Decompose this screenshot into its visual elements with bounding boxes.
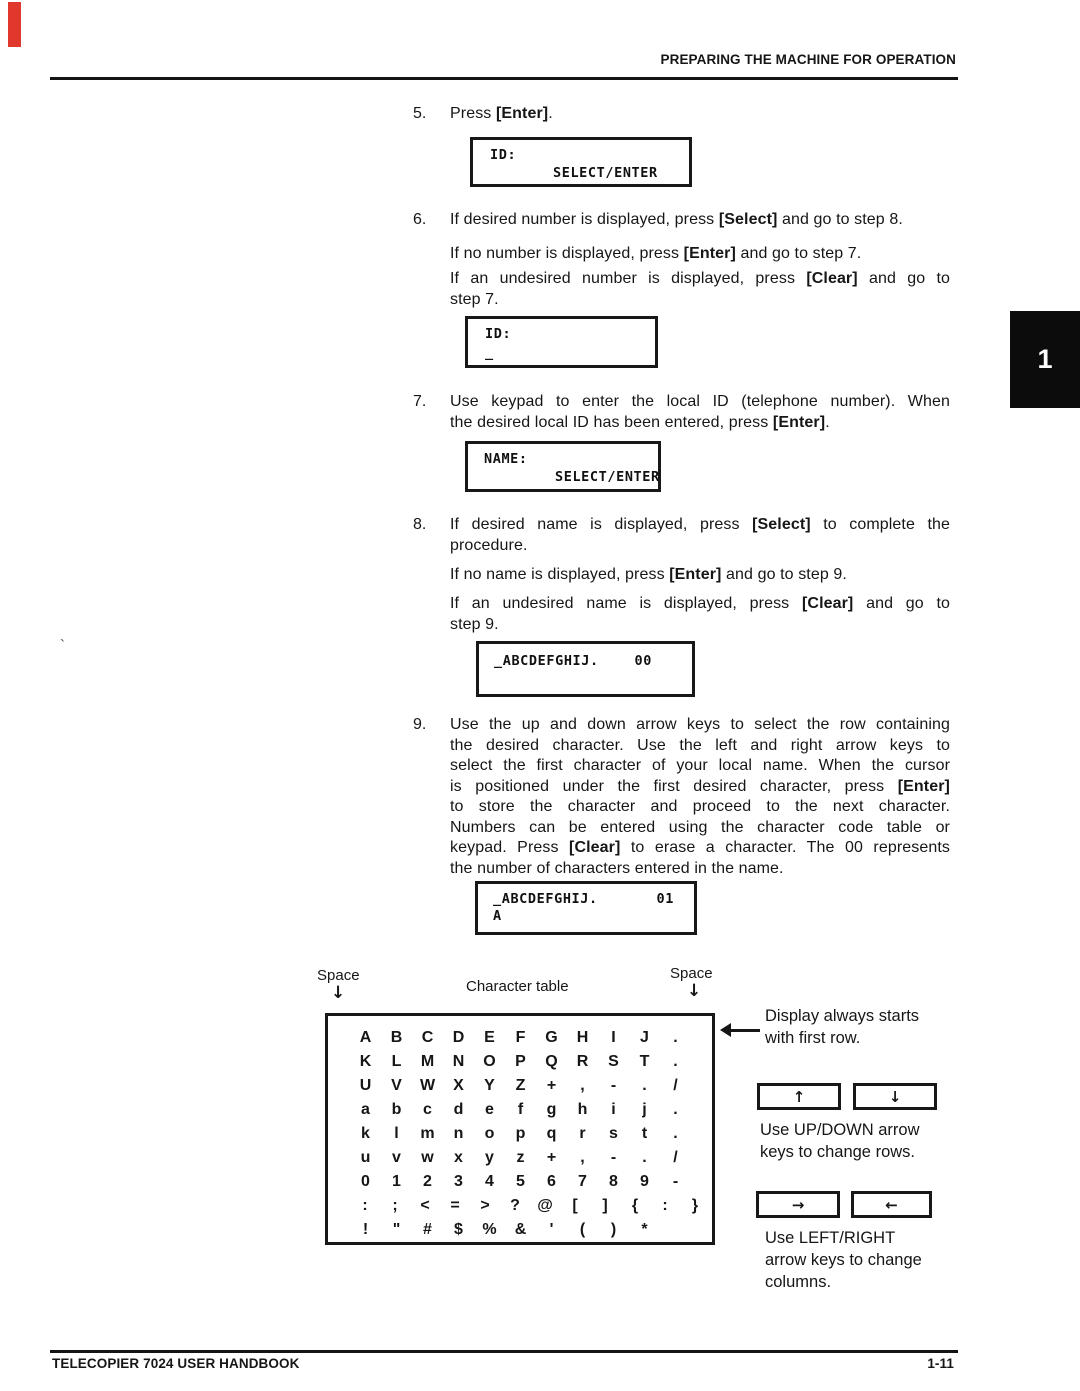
text-segment: and go to step 9. (721, 566, 847, 583)
text-segment: the desired character. Use the left and right arrow keys to (450, 736, 950, 754)
footer-page-number: 1-11 (927, 1356, 954, 1371)
char-cell: } (691, 1197, 699, 1214)
text-segment: the number of characters entered in the name. (450, 859, 784, 877)
char-cell: p (515, 1125, 526, 1142)
char-cell: W (419, 1077, 436, 1094)
char-cell: 8 (609, 1173, 618, 1190)
char-cell: l (394, 1125, 399, 1142)
step-8-paragraph (450, 594, 950, 635)
char-cell: 0 (361, 1173, 370, 1190)
footer-book-title: TELECOPIER 7024 USER HANDBOOK (52, 1356, 300, 1371)
char-cell: & (514, 1221, 527, 1238)
text-line (450, 210, 950, 231)
char-cell: ' (549, 1221, 554, 1238)
lcd-line: SELECT/ENTER (553, 165, 658, 181)
lcd-text: _ABCDEFGHIJ. (493, 891, 598, 907)
char-cell: , (580, 1149, 585, 1166)
char-cell: < (420, 1197, 430, 1214)
lcd-line: A (493, 908, 502, 924)
char-cell: { (631, 1197, 639, 1214)
char-cell: - (610, 1149, 617, 1166)
char-table-row (350, 1170, 712, 1194)
key-name-bold: [Select] (718, 211, 778, 228)
key-name-bold: [Enter] (669, 566, 722, 583)
up-arrow-icon: ↑ (792, 1087, 806, 1106)
char-cell: V (391, 1077, 402, 1094)
char-cell: J (640, 1029, 649, 1046)
char-table-row (350, 1098, 712, 1122)
text-line (450, 818, 950, 839)
char-cell: C (421, 1029, 434, 1046)
char-cell: . (673, 1101, 678, 1118)
char-cell: ? (510, 1197, 520, 1214)
char-cell: O (483, 1053, 496, 1070)
text-line (450, 392, 950, 413)
char-cell: R (576, 1053, 589, 1070)
char-table-row (350, 1218, 712, 1242)
char-cell: e (485, 1101, 494, 1118)
key-name-bold: [Clear] (801, 595, 854, 612)
char-cell: U (359, 1077, 372, 1094)
up-key (757, 1083, 841, 1110)
char-cell: . (642, 1077, 647, 1094)
char-cell: z (516, 1149, 525, 1166)
text-line (450, 269, 950, 290)
text-line (450, 838, 950, 859)
char-cell: . (673, 1125, 678, 1142)
step-number: 9. (413, 716, 427, 733)
lcd-counter: 00 (634, 653, 652, 669)
step-number: 5. (413, 105, 427, 122)
lcd-line: ID: (485, 326, 512, 342)
char-cell: F (515, 1029, 526, 1046)
step-8 (413, 515, 950, 556)
text-line (450, 536, 950, 557)
char-cell: H (576, 1029, 589, 1046)
text-line (450, 777, 950, 798)
text-segment: If an undesired number is displayed, press (450, 270, 807, 287)
text-segment: If no number is displayed, press (450, 245, 684, 262)
char-cell: S (608, 1053, 619, 1070)
char-cell: [ (572, 1197, 578, 1214)
annotation-leftright (765, 1227, 955, 1293)
char-cell: 5 (516, 1173, 525, 1190)
lcd-counter: 01 (656, 891, 674, 907)
char-table-row (350, 1026, 712, 1050)
step-6-paragraph (450, 244, 950, 265)
char-cell: g (546, 1101, 557, 1118)
char-cell: . (642, 1149, 647, 1166)
text-segment: Use keypad to enter the local ID (telephone number). When (450, 393, 950, 410)
char-cell: 3 (454, 1173, 463, 1190)
char-cell: 2 (423, 1173, 432, 1190)
char-cell: 9 (640, 1173, 649, 1190)
character-table (325, 1013, 715, 1245)
char-cell: G (545, 1029, 558, 1046)
char-cell: D (452, 1029, 465, 1046)
lcd-line (494, 653, 652, 669)
char-cell: " (392, 1221, 401, 1238)
char-cell: d (453, 1101, 464, 1118)
chapter-number: 1 (1037, 344, 1053, 374)
text-segment: to complete the (810, 516, 950, 533)
char-cell: L (391, 1053, 402, 1070)
char-cell: ! (362, 1221, 369, 1238)
char-cell: u (360, 1149, 371, 1166)
space-down-arrow-icon: ↓ (687, 981, 702, 1001)
char-cell: a (361, 1101, 370, 1118)
text-line (450, 594, 950, 615)
annotation-line: Use LEFT/RIGHT (765, 1229, 896, 1247)
space-label-right: Space (670, 965, 713, 982)
char-cell: ] (602, 1197, 608, 1214)
lcd-line: NAME: (484, 451, 528, 467)
text-segment: and go to (853, 595, 950, 612)
char-cell: @ (537, 1197, 553, 1214)
text-segment: is positioned under the first desired character, press (450, 777, 898, 795)
key-name-bold: [Clear] (569, 839, 621, 856)
space-down-arrow-icon: ↓ (331, 983, 346, 1003)
char-table-row (350, 1074, 712, 1098)
text-segment: select the first character of your local name. When the cursor (450, 757, 950, 774)
annotation-line: keys to change rows. (760, 1143, 915, 1161)
key-name-bold: [Enter] (897, 777, 950, 795)
char-cell: M (420, 1053, 435, 1070)
char-cell: B (390, 1029, 403, 1046)
char-cell: ( (579, 1221, 586, 1238)
char-cell: j (642, 1101, 647, 1118)
char-cell: - (672, 1173, 679, 1190)
step-8-paragraph (450, 565, 950, 586)
text-line (450, 413, 950, 434)
chapter-tab (1010, 311, 1080, 408)
text-line (450, 515, 950, 536)
text-line (450, 797, 950, 818)
char-cell: o (484, 1125, 495, 1142)
char-cell: b (391, 1101, 402, 1118)
char-cell: ) (610, 1221, 617, 1238)
char-cell: c (423, 1101, 432, 1118)
annotation-line: columns. (765, 1273, 832, 1291)
char-table-row (350, 1122, 712, 1146)
text-segment: step 7. (450, 290, 499, 308)
step-number: 7. (413, 393, 427, 410)
text-segment: and go to step 7. (735, 245, 862, 262)
char-cell: / (673, 1149, 678, 1166)
char-cell: * (641, 1221, 648, 1238)
text-line (450, 244, 950, 265)
char-cell: Z (515, 1077, 526, 1094)
arrow-line (729, 1029, 760, 1032)
key-name-bold: [Clear] (806, 270, 858, 287)
annotation-line: Use UP/DOWN arrow (760, 1121, 920, 1139)
key-name-bold: [Select] (752, 516, 811, 533)
step-9 (413, 715, 950, 879)
char-cell: v (392, 1149, 401, 1166)
left-key (851, 1191, 932, 1218)
text-line (450, 290, 950, 311)
char-cell: , (580, 1077, 585, 1094)
char-cell: = (450, 1197, 460, 1214)
char-cell: . (673, 1053, 678, 1070)
lcd-display-id-select (470, 137, 692, 187)
char-cell: + (546, 1149, 557, 1166)
char-cell: 6 (547, 1173, 556, 1190)
text-line (450, 104, 950, 125)
char-cell: K (359, 1053, 372, 1070)
text-segment: to store the character and proceed to the next character. (450, 798, 950, 815)
char-cell: r (579, 1125, 586, 1142)
char-cell: T (639, 1053, 650, 1070)
char-cell: . (673, 1029, 678, 1046)
char-cell: A (359, 1029, 372, 1046)
lcd-line: _ (485, 345, 494, 361)
lcd-display-id-blank (465, 316, 658, 368)
char-table-row (350, 1194, 712, 1218)
lcd-display-name-select (465, 441, 661, 492)
text-segment: If desired name is displayed, press (450, 516, 753, 533)
text-line (450, 859, 950, 880)
scan-mark: ` (60, 637, 65, 654)
annotation-line: Display always starts (765, 1007, 920, 1025)
text-segment: Press (450, 105, 496, 122)
down-arrow-icon: ↓ (888, 1087, 902, 1106)
text-segment: and go to step 8. (777, 211, 903, 228)
text-segment: procedure. (450, 536, 528, 554)
page-header: PREPARING THE MACHINE FOR OPERATION (660, 52, 956, 67)
char-cell: > (480, 1197, 490, 1214)
char-cell: E (484, 1029, 495, 1046)
char-cell: - (610, 1077, 617, 1094)
text-segment: If desired number is displayed, press (450, 211, 719, 228)
char-cell: I (611, 1029, 616, 1046)
text-segment: the desired local ID has been entered, press (450, 413, 773, 431)
char-cell: m (420, 1125, 435, 1142)
annotation-line: with first row. (765, 1029, 861, 1047)
text-line (450, 615, 950, 636)
lcd-text: _ABCDEFGHIJ. (494, 653, 599, 669)
char-cell: ; (392, 1197, 398, 1214)
right-arrow-icon: → (791, 1195, 805, 1214)
annotation-first-row (765, 1005, 965, 1049)
step-6-paragraph (450, 269, 950, 310)
lcd-display-name-00 (476, 641, 695, 697)
text-segment: step 9. (450, 615, 499, 633)
char-cell: 1 (392, 1173, 401, 1190)
char-cell: t (641, 1125, 648, 1142)
first-row-pointer-icon (720, 1023, 760, 1037)
annotation-updown (760, 1119, 955, 1163)
text-line (450, 565, 950, 586)
char-cell: n (453, 1125, 464, 1142)
text-segment: and go to (857, 270, 950, 287)
text-line (450, 715, 950, 736)
step-number: 8. (413, 516, 427, 533)
char-cell: # (423, 1221, 432, 1238)
char-cell: P (515, 1053, 526, 1070)
char-cell: 7 (578, 1173, 587, 1190)
lcd-line: SELECT/ENTER (555, 469, 660, 485)
text-segment: keypad. Press (450, 839, 570, 856)
key-name-bold: [Enter] (683, 245, 736, 262)
text-segment: . (825, 413, 830, 431)
red-edge-mark (8, 2, 21, 47)
char-cell: y (485, 1149, 494, 1166)
char-cell: X (453, 1077, 464, 1094)
right-key (756, 1191, 840, 1218)
key-name-bold: [Enter] (495, 105, 549, 122)
lcd-display-name-01 (475, 881, 697, 935)
char-cell: h (577, 1101, 588, 1118)
char-cell: k (361, 1125, 370, 1142)
char-table-row (350, 1050, 712, 1074)
text-segment: . (548, 105, 553, 122)
char-cell: + (546, 1077, 557, 1094)
char-cell: Q (545, 1053, 558, 1070)
text-segment: If an undesired name is displayed, press (450, 595, 802, 612)
char-table-row (350, 1146, 712, 1170)
step-5 (413, 104, 950, 125)
char-cell: N (452, 1053, 465, 1070)
text-segment: Use the up and down arrow keys to select the row containing (450, 716, 950, 733)
text-segment: If no name is displayed, press (450, 566, 670, 583)
char-cell: w (421, 1149, 434, 1166)
char-cell: 4 (485, 1173, 494, 1190)
char-cell: q (546, 1125, 557, 1142)
char-cell: f (517, 1101, 524, 1118)
step-7 (413, 392, 950, 433)
char-cell: : (362, 1197, 368, 1214)
footer-rule (50, 1350, 958, 1353)
char-cell: : (662, 1197, 668, 1214)
char-cell: Y (484, 1077, 495, 1094)
down-key (853, 1083, 937, 1110)
char-cell: s (609, 1125, 618, 1142)
annotation-line: arrow keys to change (765, 1251, 922, 1269)
left-arrow-icon: ← (885, 1195, 898, 1214)
text-line (450, 736, 950, 757)
text-segment: Numbers can be entered using the character code table or (450, 818, 950, 836)
lcd-line (493, 891, 674, 907)
space-label-left: Space (317, 967, 360, 984)
character-table-title: Character table (466, 978, 569, 995)
step-number: 6. (413, 211, 427, 228)
char-cell: $ (454, 1221, 463, 1238)
char-cell: x (454, 1149, 463, 1166)
lcd-line: ID: (490, 147, 517, 163)
key-name-bold: [Enter] (772, 413, 826, 431)
char-cell: / (673, 1077, 678, 1094)
step-6 (413, 210, 950, 231)
text-line (450, 756, 950, 777)
header-rule (50, 77, 958, 80)
char-cell: % (482, 1221, 497, 1238)
char-cell: i (611, 1101, 616, 1118)
text-segment: to erase a character. The 00 represents (620, 839, 951, 856)
